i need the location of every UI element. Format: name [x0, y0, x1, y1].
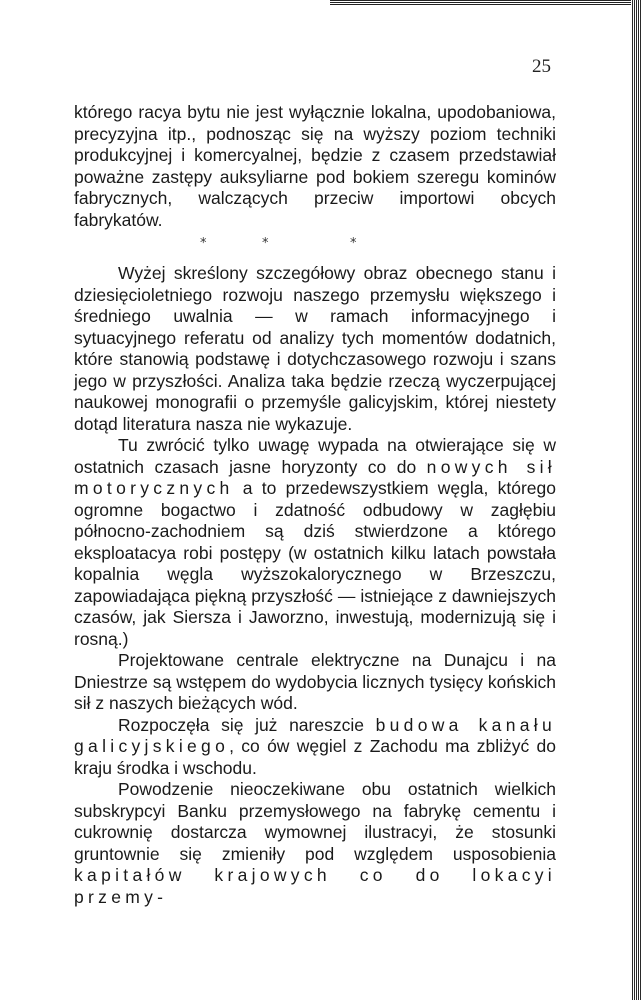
page-right-edge	[631, 0, 641, 1000]
spaced-emphasis: budowa kanału galicyjskiego	[74, 714, 556, 756]
paragraph	[74, 779, 556, 908]
paragraph-text: a to przedewszystkiem węgla, którego ogromne bogactwo i zdatność odbudowy w zagłębiu północno-zachodniem są dziś stwierdzone a którego eksploatacya robi postępy (w ostatnich kilku latach powstała kopalnia węgla wyższokalorycznego w Brzeszczu, zapowiadająca piękną przyszłość — istniejące z dawniejszych czasów, jak Siersza i Jaworzno, inwestują, modernizują się i rosną.)	[74, 478, 556, 649]
separator-star: *	[262, 236, 269, 251]
paragraph: Projektowane centrale elektryczne na Dunajcu i na Dniestrze są wstępem do wydobycia licznych tysięcy końskich sił z naszych bieżących wód.	[74, 650, 556, 713]
paragraph: Wyżej skreślony szczegółowy obraz obecnego stanu i dziesięcioletniego rozwoju naszego przemysłu większego i średniego uwalnia — w ramach informacyjnego i sytuacyjnego referatu od analizy tych momentów dodatnich, które stanowią podstawę i dotychczasowego rozwoju i szans jego w przyszłości. Analiza taka będzie rzeczą wyczerpującej naukowej monografii o przemyśle galicyjskim, której niestety dotąd literatura nasza nie wykazuje.	[74, 263, 556, 434]
paragraph	[74, 715, 556, 780]
paragraph-text: , co ów węgiel z Zachodu ma zbliżyć do kraju środka i wschodu.	[74, 736, 556, 778]
page-top-edge	[330, 0, 635, 5]
paragraph	[74, 435, 556, 650]
paragraph-text: Tu zwrócić tylko uwagę wypada na otwierające się w ostatnich czasach jasne horyzonty co do	[74, 435, 556, 477]
spaced-emphasis: kapitałów krajowych co do lokacyi przemy-	[74, 865, 556, 907]
section-separator	[200, 236, 400, 266]
paragraph-text: Rozpoczęła się już nareszcie	[118, 714, 376, 735]
intro-paragraph: którego racya bytu nie jest wyłącznie lokalna, upodobaniowa, precyzyjna itp., podnosząc się na wyższy poziom techniki produkcyjnej i komercyalnej, będzie z czasem przedstawiał poważne zastępy auksyliarne pod bokiem szeregu kominów fabrycznych, walczących przeciw importowi obcych fabrykatów.	[74, 102, 556, 230]
spaced-emphasis: nowych sił motorycznych	[74, 456, 556, 498]
paragraph-text: Powodzenie nieoczekiwane obu ostatnich wielkich subskrypcyi Banku przemysłowego na fabrykę cementu i cukrownię dostarcza wymownej ilustracyi, że stosunki gruntownie się zmieniły pod względem usposobienia	[74, 779, 556, 864]
page-number: 25	[532, 56, 551, 77]
main-text-block	[74, 263, 556, 908]
separator-star: *	[200, 236, 207, 251]
separator-star: *	[350, 236, 357, 251]
intro-text-block	[74, 102, 556, 231]
